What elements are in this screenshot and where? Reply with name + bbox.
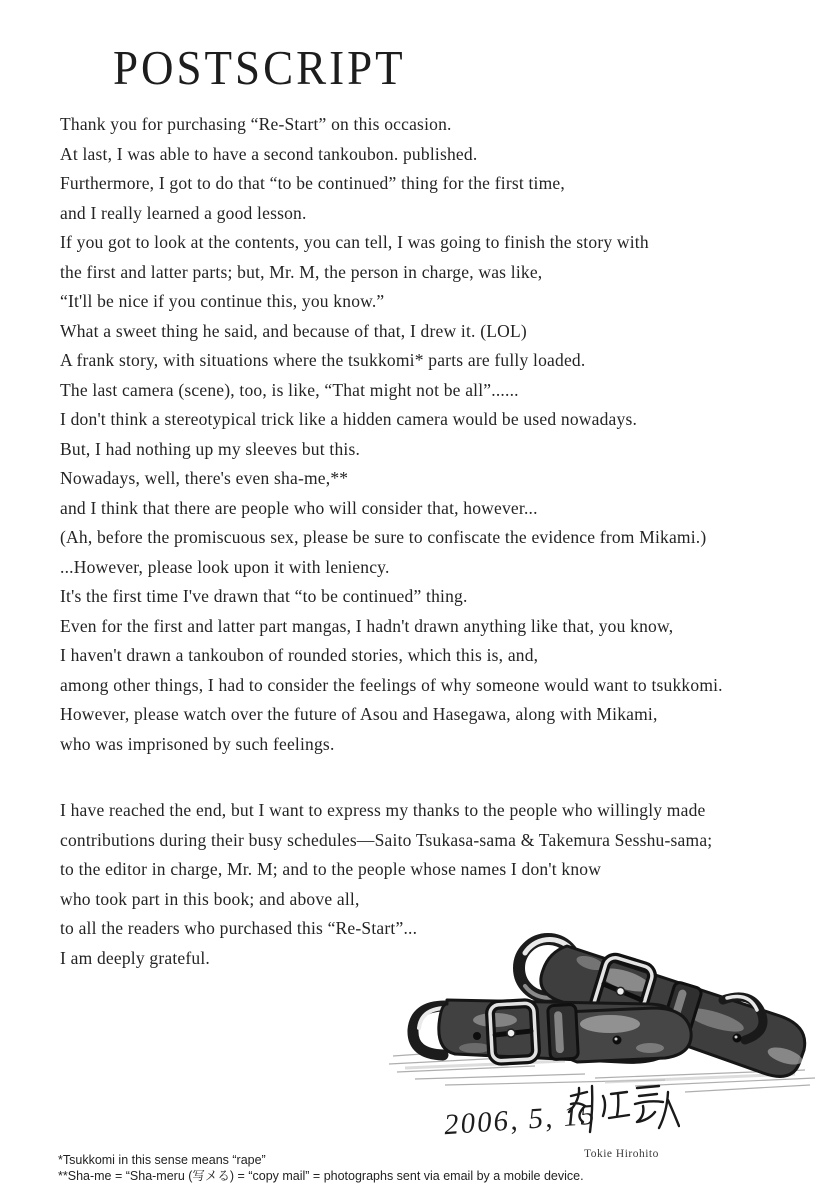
signature-kanji (565, 1082, 680, 1150)
text-line: If you got to look at the contents, you can tell, I was going to finish the story with (60, 232, 649, 252)
text-line: A frank story, with situations where the tsukkomi* parts are fully loaded. (60, 350, 586, 370)
text-line: the first and latter parts; but, Mr. M, the person in charge, was like, (60, 261, 543, 282)
text-line: “It'll be nice if you continue this, you know.” (60, 291, 385, 311)
text-line: (Ah, before the promiscuous sex, please be sure to confiscate the evidence from Mikami.) (60, 527, 707, 547)
signature-name: Tokie Hirohito (584, 1148, 659, 1160)
signature-date: 2006, 5, 15 (443, 1098, 598, 1142)
footnote-tsukkomi: *Tsukkomi in this sense means “rape” (58, 1153, 266, 1167)
text-line: The last camera (scene), too, is like, “That might not be all”...... (60, 379, 519, 400)
text-line: Furthermore, I got to do that “to be continued” thing for the first time, (60, 173, 565, 193)
text-line: and I really learned a good lesson. (60, 202, 307, 223)
page-title: POSTSCRIPT (113, 41, 406, 95)
text-line: It's the first time I've drawn that “to be continued” thing. (60, 586, 468, 606)
text-line: and I think that there are people who will consider that, however... (60, 497, 538, 518)
text-line: What a sweet thing he said, and because of that, I drew it. (LOL) (60, 320, 527, 341)
text-line: contributions during their busy schedules—Saito Tsukasa-sama & Takemura Sesshu-sama; (60, 829, 713, 850)
postscript-body (60, 110, 795, 973)
text-line: Thank you for purchasing “Re-Start” on this occasion. (60, 114, 452, 134)
text-line: I don't think a stereotypical trick like a hidden camera would be used nowadays. (60, 409, 638, 429)
text-line: Nowadays, well, there's even sha-me,** (60, 468, 349, 488)
front-collar (413, 1000, 691, 1062)
paragraph-1 (60, 110, 795, 759)
footnote-shame: **Sha-me = “Sha-meru (写メる) = “copy mail” = photographs sent via email by a mobile device. (58, 1169, 584, 1183)
text-line: ...However, please look upon it with leniency. (60, 556, 390, 577)
collars-illustration (385, 928, 830, 1100)
text-line: Even for the first and latter part mangas, I hadn't drawn anything like that, you know, (60, 615, 674, 636)
text-line: who was imprisoned by such feelings. (60, 733, 335, 754)
footnotes (58, 1152, 584, 1184)
text-line: who took part in this book; and above all, (60, 888, 360, 909)
text-line: At last, I was able to have a second tankoubon. published. (60, 143, 478, 164)
text-line: to the editor in charge, Mr. M; and to the people whose names I don't know (60, 859, 602, 879)
text-line: among other things, I had to consider the feelings of why someone would want to tsukkomi. (60, 674, 723, 695)
text-line: I am deeply grateful. (60, 947, 210, 968)
text-line: to all the readers who purchased this “Re-Start”... (60, 918, 418, 938)
text-line: But, I had nothing up my sleeves but this. (60, 438, 361, 459)
text-line: I haven't drawn a tankoubon of rounded stories, which this is, and, (60, 645, 539, 665)
text-line: I have reached the end, but I want to express my thanks to the people who willingly made (60, 800, 706, 820)
text-line: However, please watch over the future of Asou and Hasegawa, along with Mikami, (60, 704, 658, 724)
